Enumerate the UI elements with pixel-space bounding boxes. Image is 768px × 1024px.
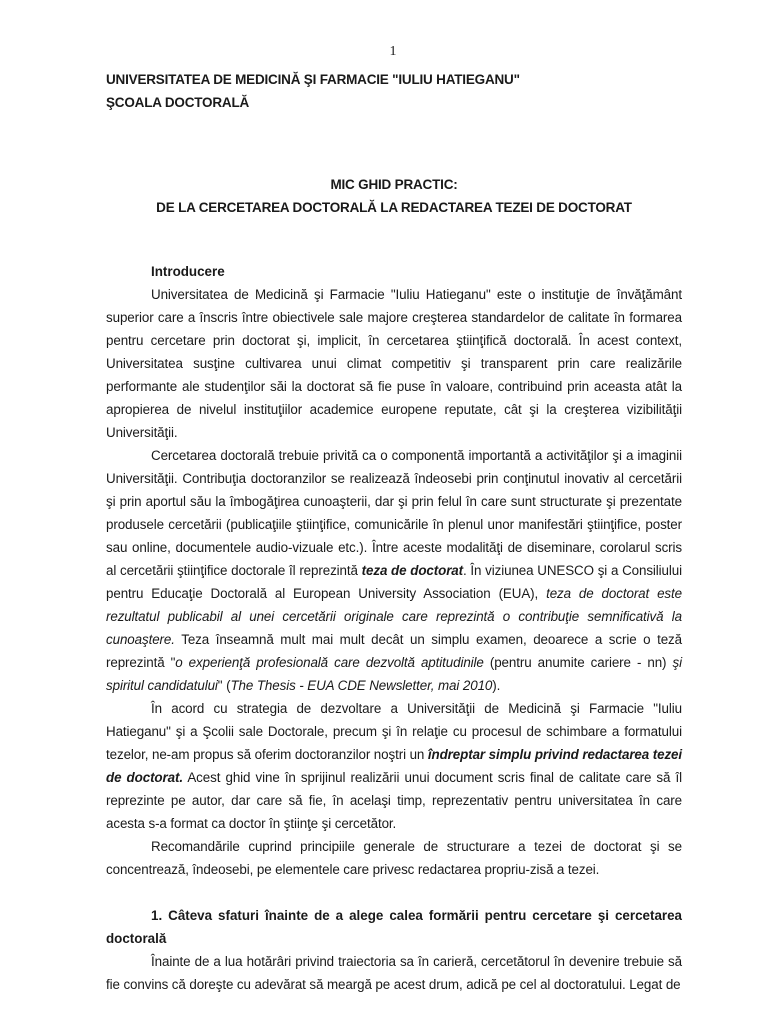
title-line-1: MIC GHID PRACTIC: — [330, 177, 458, 192]
paragraph-4: Recomandările cuprind principiile generale de structurare a tezei de doctorat şi se concentrează, îndeosebi, pe elementele care privesc redactarea propriu-zisă a tezei. — [106, 839, 682, 877]
paragraph-2: Cercetarea doctorală trebuie privită ca o componentă importantă a activităţilor şi a imaginii Universităţii. Contribuţia doctoranzilor se realizează îndeosebi prin conţinutul inovativ al cercetării şi prin aportul său la îmbogăţirea cunoaşterii, dar şi prin felul în care sunt structurate şi prezentate produsele cercetării (publicaţiile ştiinţifice, comunicările în plenul unor manifestări ştiinţifice, poster sau online, documentele audio-vizuale etc.). Între aceste modalităţi de diseminare, corolarul scris al cercetării ştiinţifice doctorale îl reprezintă teza de doctorat. În viziunea UNESCO şi a Consiliului pentru Educaţie Doctorală al European University Association (EUA), teza de doctorat este rezultatul publicabil al unei cercetării originale care reprezintă o contribuţie semnificativă la cunoaştere. Teza înseamnă mult mai mult decât un simplu examen, deoarece a scrie o teză reprezintă "o experienţă profesională care dezvoltă aptitudinile (pentru anumite cariere - nn) şi spiritul candidatului" (The Thesis - EUA CDE Newsletter, mai 2010). — [106, 448, 682, 693]
section-1-heading: 1. Câteva sfaturi înainte de a alege calea formării pentru cercetare şi cercetarea doctorală — [106, 908, 682, 946]
paragraph-5: Înainte de a lua hotărâri privind traiectoria sa în carieră, cercetătorul în devenire trebuie să fie convins că doreşte cu adevărat să meargă pe acest drum, adică pe cel al doctoratului. Legat de — [106, 954, 682, 992]
paragraph-3: În acord cu strategia de dezvoltare a Universităţii de Medicină şi Farmacie "Iuliu Hatieganu" şi a Şcolii sale Doctorale, precum şi în relaţie cu procesul de schimbare a formatului tezelor, ne-am propus să oferim doctoranzilor noştri un îndreptar simplu privind redactarea tezei de doctorat. Acest ghid vine în sprijinul realizării unui document scris final de calitate care să îl reprezinte pe autor, dar care să fie, în acelaşi timp, reprezentativ pentru universitatea în care acesta s-a format ca doctor în ştiinţe şi cercetător. — [106, 701, 683, 831]
intro-heading: Introducere — [151, 264, 225, 279]
school-name: ŞCOALA DOCTORALĂ — [106, 95, 250, 110]
document-body — [106, 260, 682, 996]
paragraph-1: Universitatea de Medicină şi Farmacie "Iuliu Hatieganu" este o instituţie de învăţământ superior care a înscris între obiectivele sale majore creşterea standardelor de calitate în formarea pentru cercetare prin doctorat şi, implicit, în cercetarea ştiinţifică doctorală. În acest context, Universitatea susţine cultivarea unui climat competitiv şi transparent prin care realizările performante ale studenţilor săi la doctorat să fie puse în valoare, contribuind prin aceasta atât la apropierea de nivelul instituţiilor academice europene reputate, cât şi la creşterea vizibilităţii Universităţii. — [106, 287, 682, 440]
page-number: 1 — [389, 44, 397, 59]
institution-name: UNIVERSITATEA DE MEDICINĂ ŞI FARMACIE "IULIU HATIEGANU" — [106, 72, 520, 87]
title-line-2: DE LA CERCETAREA DOCTORALĂ LA REDACTAREA TEZEI DE DOCTORAT — [156, 200, 632, 215]
